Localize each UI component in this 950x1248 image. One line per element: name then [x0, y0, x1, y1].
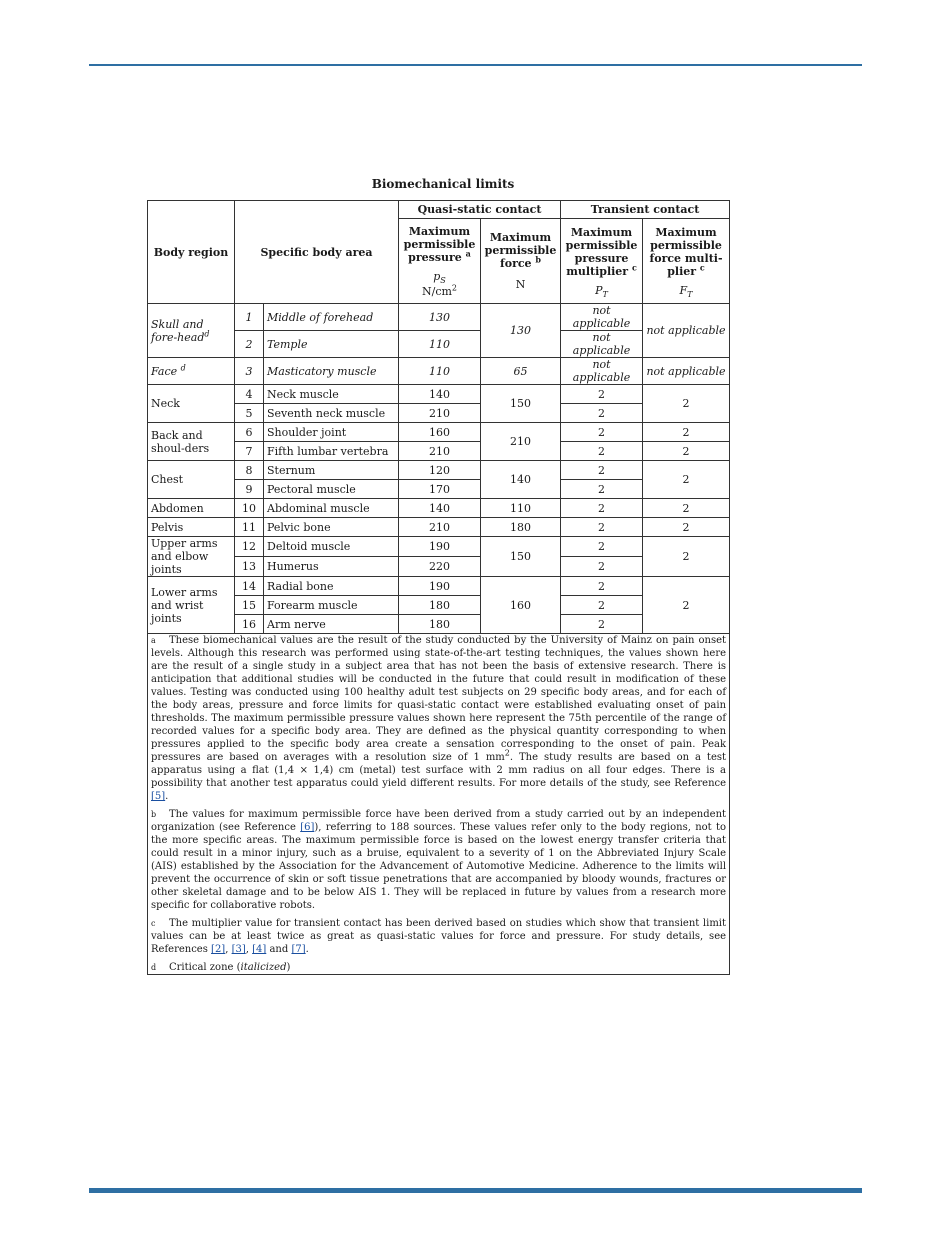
pressure-multiplier-value: 2 [561, 596, 643, 615]
pressure-symbol: $p_S$ [433, 269, 446, 285]
table-row [148, 304, 730, 331]
header-max-pressure-label: Maximum permissible pressure [403, 224, 476, 264]
region-cell: Back and shoul-ders [148, 423, 235, 461]
area-name: Humerus [264, 557, 399, 577]
pressure-value: 110 [399, 331, 481, 358]
pressure-value: 210 [399, 442, 481, 461]
area-name: Pectoral muscle [264, 480, 399, 499]
area-name: Neck muscle [264, 385, 399, 404]
force-multiplier-value: not applicable [643, 358, 730, 385]
region-cell: Face $^d$ [148, 358, 235, 385]
header-max-force-label: Maximum permissible force [484, 231, 557, 270]
force-value: 65 [481, 358, 561, 385]
area-number: 10 [235, 499, 264, 518]
force-multiplier-value: 2 [643, 385, 730, 423]
area-name: Deltoid muscle [264, 537, 399, 557]
table-row [148, 596, 730, 615]
area-name: Radial bone [264, 577, 399, 596]
force-multiplier-value: not applicable [643, 304, 730, 358]
force-multiplier-value: 2 [643, 518, 730, 537]
force-multiplier-value: 2 [643, 537, 730, 577]
table-row [148, 358, 730, 385]
pressure-value: 190 [399, 537, 481, 557]
header-max-pressure [399, 219, 481, 304]
footnote-a: a These biomechanical values are the result of the study conducted by the University of Mainz on pain onset levels. Although this research was performed using state-of-the-art testing techniques, the values shown here are the result of a single study in a subject area that has not been the basis of extensive research. There is anticipation that additional studies will be conducted in the future that could result in modification of these values. Testing was conducted using 100 healthy adult test subjects on 29 specific body areas, and for each of the body areas, pressure and force limits for quasi-static contact were established evaluating onset of pain thresholds. The maximum permissible pressure values shown here represent the 75th percentile of the range of recorded values for a specific body area. They are defined as the physical quantity corresponding to when pressures applied to the specific body area create a sensation corresponding to the onset of pain. Peak pressures are based on averages with a resolution size of 1 $mm^2$. The study results are based on a test apparatus using a flat (1,4 × 1,4) cm (metal) test surface with 2 mm radius on all four edges. There is a possibility that another test apparatus could yield different results. For more details of the study, see Reference [5]. [151, 635, 727, 802]
area-name: Abdominal muscle [264, 499, 399, 518]
area-name: Shoulder joint [264, 423, 399, 442]
table-row [148, 557, 730, 577]
reference-link[interactable]: [2] [211, 944, 226, 955]
area-number: 8 [235, 461, 264, 480]
area-number: 11 [235, 518, 264, 537]
pressure-multiplier-value: 2 [561, 461, 643, 480]
header-force-multiplier-label: Maximum permissible force multi-plier [649, 225, 723, 278]
pressure-value: 180 [399, 615, 481, 634]
pressure-multiplier-value: not applicable [561, 304, 643, 331]
force-multiplier-value: 2 [643, 442, 730, 461]
pressure-value: 120 [399, 461, 481, 480]
header-pressure-multiplier [561, 219, 643, 304]
area-number: 6 [235, 423, 264, 442]
area-number: 4 [235, 385, 264, 404]
footnote-d: d Critical zone (italicized) [151, 962, 291, 973]
force-value: 140 [481, 461, 561, 499]
pressure-multiplier-value: 2 [561, 499, 643, 518]
pressure-multiplier-value: 2 [561, 615, 643, 634]
reference-link[interactable]: [4] [252, 944, 267, 955]
area-number: 3 [235, 358, 264, 385]
force-value: 180 [481, 518, 561, 537]
header-body-region: Body region [148, 201, 235, 304]
force-unit: N [515, 278, 526, 291]
pressure-multiplier-value: 2 [561, 442, 643, 461]
area-number: 9 [235, 480, 264, 499]
region-cell: Upper arms and elbow joints [148, 537, 235, 577]
pressure-value: 180 [399, 596, 481, 615]
force-multiplier-symbol: $F_T$ [679, 283, 693, 299]
pressure-multiplier-value: 2 [561, 577, 643, 596]
biomechanical-limits-table [147, 200, 730, 975]
table-row [148, 331, 730, 358]
area-name: Arm nerve [264, 615, 399, 634]
table-row [148, 442, 730, 461]
table-row [148, 404, 730, 423]
header-specific-area: Specific body area [235, 201, 399, 304]
force-value: 110 [481, 499, 561, 518]
region-cell: Lower arms and wrist joints [148, 577, 235, 634]
pressure-multiplier-symbol: $P_T$ [595, 283, 608, 299]
area-name: Pelvic bone [264, 518, 399, 537]
region-cell: Abdomen [148, 499, 235, 518]
table-footnotes [148, 634, 730, 975]
table-row [148, 537, 730, 557]
pressure-multiplier-value: 2 [561, 385, 643, 404]
region-cell: Chest [148, 461, 235, 499]
region-cell: Pelvis [148, 518, 235, 537]
pressure-multiplier-value: 2 [561, 537, 643, 557]
header-pressure-multiplier-label: Maximum permissible pressure multiplier [565, 225, 638, 278]
header-transient: Transient contact [561, 201, 730, 219]
pressure-unit: $N/cm^2$ [421, 282, 458, 298]
footnote-b: b The values for maximum permissible force have been derived from a study carried out by an independent organization (see Reference [6]), referring to 188 sources. These values refer only to the body regions, not to the more specific areas. The maximum permissible force is based on the lowest energy transfer criteria that could result in a minor injury, such as a bruise, equivalent to a severity of 1 on the Abbreviated Injury Scale (AIS) established by the Association for the Advancement of Automotive Medicine. Adherence to the limits will prevent the occurrence of skin or soft tissue penetrations that are accompanied by bloody wounds, fractures or other skeletal damage and to be below AIS 1. They will be replaced in future by values from a research more specific for collaborative robots. [151, 809, 727, 911]
area-name: Temple [264, 331, 399, 358]
table-row [148, 499, 730, 518]
force-value: 150 [481, 385, 561, 423]
header-quasi-static: Quasi-static contact [399, 201, 561, 219]
pressure-multiplier-value: 2 [561, 480, 643, 499]
reference-link[interactable]: [3] [231, 944, 246, 955]
force-multiplier-value: 2 [643, 499, 730, 518]
footnote-mark: c [631, 261, 637, 272]
pressure-multiplier-value: 2 [561, 404, 643, 423]
table-row [148, 461, 730, 480]
pressure-value: 140 [399, 499, 481, 518]
pressure-value: 160 [399, 423, 481, 442]
table-row [148, 385, 730, 404]
pressure-value: 220 [399, 557, 481, 577]
force-value: 160 [481, 577, 561, 634]
area-number: 5 [235, 404, 264, 423]
pressure-value: 170 [399, 480, 481, 499]
reference-link[interactable]: [6] [300, 822, 315, 833]
pressure-multiplier-value: 2 [561, 423, 643, 442]
footnote-mark: c [699, 261, 705, 272]
region-cell: Neck [148, 385, 235, 423]
area-number: 12 [235, 537, 264, 557]
pressure-value: 210 [399, 518, 481, 537]
table-row [148, 480, 730, 499]
footer-rule [89, 1188, 862, 1193]
header-max-force [481, 219, 561, 304]
reference-link[interactable]: [7] [291, 944, 306, 955]
pressure-value: 210 [399, 404, 481, 423]
pressure-value: 140 [399, 385, 481, 404]
pressure-value: 110 [399, 358, 481, 385]
area-number: 15 [235, 596, 264, 615]
pressure-multiplier-value: not applicable [561, 331, 643, 358]
area-number: 16 [235, 615, 264, 634]
pressure-value: 190 [399, 577, 481, 596]
force-value: 130 [481, 304, 561, 358]
area-name: Sternum [264, 461, 399, 480]
footnote-mark: b [535, 254, 541, 265]
area-name: Middle of forehead [264, 304, 399, 331]
force-multiplier-value: 2 [643, 577, 730, 634]
area-name: Seventh neck muscle [264, 404, 399, 423]
pressure-multiplier-value: 2 [561, 518, 643, 537]
pressure-multiplier-value: not applicable [561, 358, 643, 385]
area-number: 14 [235, 577, 264, 596]
footnote-mark: a [465, 247, 471, 258]
area-name: Forearm muscle [264, 596, 399, 615]
region-cell: Skull and fore-head$^d$ [148, 304, 235, 358]
header-rule [89, 64, 862, 66]
table-caption: Biomechanical limits [371, 177, 515, 191]
pressure-value: 130 [399, 304, 481, 331]
force-value: 210 [481, 423, 561, 461]
header-force-multiplier [643, 219, 730, 304]
area-number: 1 [235, 304, 264, 331]
force-value: 150 [481, 537, 561, 577]
force-multiplier-value: 2 [643, 423, 730, 442]
area-name: Fifth lumbar vertebra [264, 442, 399, 461]
pressure-multiplier-value: 2 [561, 557, 643, 577]
footnote-c: c The multiplier value for transient contact has been derived based on studies which show that transient limit values can be at least twice as great as quasi-static values for force and pressure. For study details, see References [2], [3], [4] and [7]. [151, 918, 727, 955]
table-row [148, 615, 730, 634]
area-number: 13 [235, 557, 264, 577]
table-row [148, 577, 730, 596]
reference-link[interactable]: [5] [151, 791, 166, 802]
area-number: 2 [235, 331, 264, 358]
area-name: Masticatory muscle [264, 358, 399, 385]
table-row [148, 423, 730, 442]
table-row [148, 518, 730, 537]
area-number: 7 [235, 442, 264, 461]
force-multiplier-value: 2 [643, 461, 730, 499]
